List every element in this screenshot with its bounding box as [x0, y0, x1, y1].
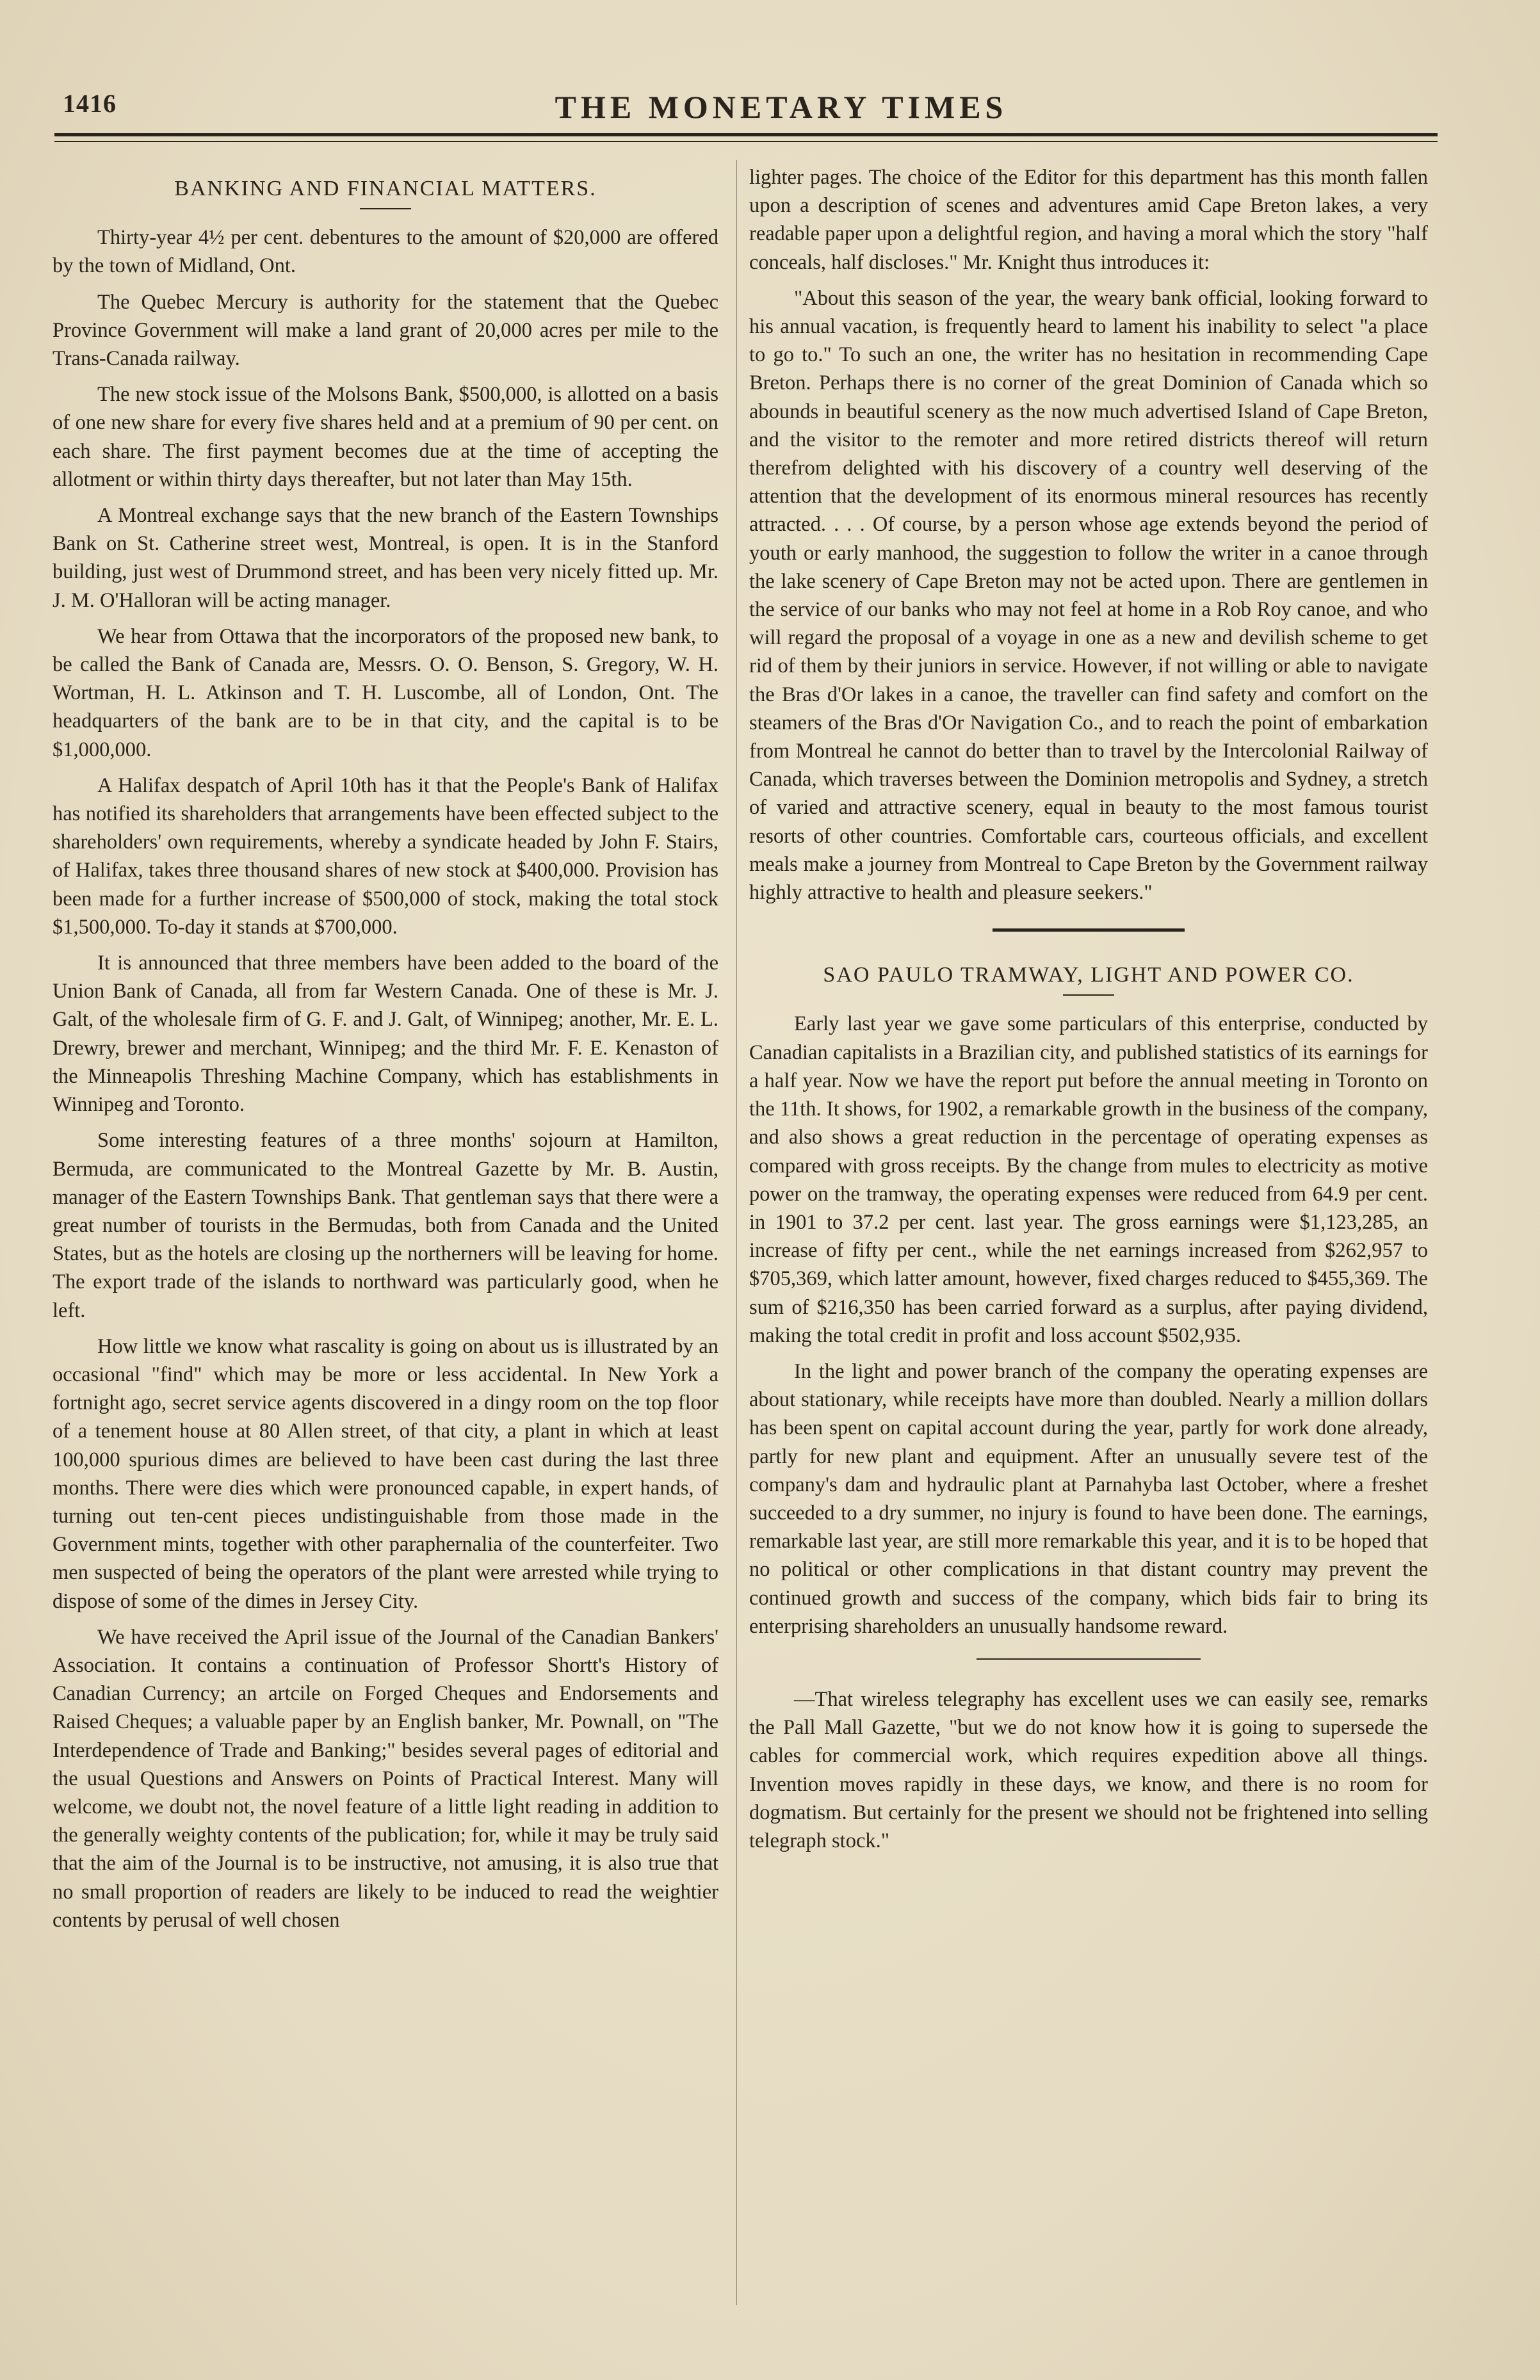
article-paragraph: Early last year we gave some particulars of this enterprise, conducted by Canadian capitalists in a Brazilian city, and published statistics of its earnings for a half year. Now we have the report put before the annual meeting in Toronto on the 11th. It shows, for 1902, a remarkable growth in the business of the company, and also shows a great reduction in the percentage of operating expenses as compared with gross receipts. By the change from mules to electricity as motive power on the tramway, the operating expenses were reduced from 64.9 per cent. in 1901 to 37.2 per cent. last year. The gross earnings were $1,123,285, an increase of fifty per cent., while the net earnings increased from $262,957 to $705,369, which latter amount, however, fixed charges reduced to $455,369. The sum of $216,350 has been carried forward as a surplus, after paying dividend, making the total credit in profit and loss account $502,935.: [749, 1012, 1428, 1347]
heading-rule: [360, 208, 411, 209]
heading-rule: [1063, 994, 1114, 996]
header-rule-thick: [54, 133, 1438, 136]
article-paragraph: A Montreal exchange says that the new branch of the Eastern Townships Bank on St. Catherine street west, Montreal, is open. It is in the Stanford building, just west of Drummond street, and has been very nicely fitted up. Mr. J. M. O'Halloran will be acting manager.: [53, 504, 718, 612]
section-heading-banking: BANKING AND FINANCIAL MATTERS.: [174, 177, 597, 200]
article-paragraph: A Halifax despatch of April 10th has it that the People's Bank of Halifax has notified its shareholders that arrangements have been effected subject to the shareholders' own requirements, whereby a syndicate headed by John F. Stairs, of Halifax, takes three thousand shares of new stock at $400,000. Provision has been made for a further increase of $500,000 of stock, making the total stock $1,500,000. To-day it stands at $700,000.: [53, 773, 718, 939]
article-paragraph: It is announced that three members have been added to the board of the Union Bank of Canada, all from far Western Canada. One of these is Mr. J. Galt, of the wholesale firm of G. F. and J. Galt, of Winnipeg; another, Mr. E. L. Drewry, brewer and merchant, Winnipeg; and the third Mr. F. E. Kenaston of the Minneapolis Threshing Machine Company, which has establishments in Winnipeg and Toronto.: [53, 951, 718, 1117]
article-paragraph: In the light and power branch of the company the operating expenses are about stationary, while receipts have more than doubled. Nearly a million dollars has been spent on capital account during the year, partly for work done already, partly for new plant and equipment. After an unusually severe test of the company's dam and hydraulic plant at Parnahyba last October, where a freshet succeeded to a dry summer, no injury is found to have been done. The earnings, remarkable last year, are still more remarkable this year, and it is to be hoped that no political or other complications in that distant country may prevent the continued growth and success of the company, which bids fair to bring its enterprising shareholders an unusually handsome reward.: [749, 1359, 1428, 1638]
article-paragraph: We have received the April issue of the Journal of the Canadian Bankers' Association. It contains a continuation of Professor Shortt's History of Canadian Currency; an artcile on Forged Cheques and Endorsements and Raised Cheques; a valuable paper by an English banker, Mr. Pownall, on "The Interdependence of Trade and Banking;" besides several pages of editorial and the usual Questions and Answers on Points of Practical Interest. Many will welcome, we doubt not, the novel feature of a little light reading in addition to the generally weighty contents of the publication; for, while it may be truly said that the aim of the Journal is to be instructive, not amusing, it is also true that no small proportion of readers are likely to be induced to read the weightier contents by perusal of well chosen: [53, 1625, 718, 1932]
article-paragraph: We hear from Ottawa that the incorporators of the proposed new bank, to be called the Bank of Canada are, Messrs. O. O. Benson, S. Gregory, W. H. Wortman, H. L. Atkinson and T. H. Luscombe, all of London, Ont. The headquarters of the bank are to be in that city, and the capital is to be $1,000,000.: [53, 624, 718, 761]
article-paragraph: Thirty-year 4½ per cent. debentures to the amount of $20,000 are offered by the town of Midland, Ont.: [53, 226, 718, 278]
article-paragraph: The new stock issue of the Molsons Bank, $500,000, is allotted on a basis of one new share for every five shares held and at a premium of 90 per cent. on each share. The first payment becomes due at the time of accepting the allotment or within thirty days thereafter, but not later than May 15th.: [53, 383, 718, 491]
article-paragraph: Some interesting features of a three months' sojourn at Hamilton, Bermuda, are communicated to the Montreal Gazette by Mr. B. Austin, manager of the Eastern Townships Bank. That gentleman says that there were a great number of tourists in the Bermudas, both from Canada and the United States, but as the hotels are closing up the northerners will be leaving for home. The export trade of the islands to northward was particularly good, when he left.: [53, 1129, 718, 1322]
quoted-passage: "About this season of the year, the weary bank official, looking forward to his annual vacation, is frequently heard to lament his inability to select "a place to go to." To such an one, the writer has no hesitation in recommending Cape Breton. Perhaps there is no corner of the great Dominion of Canada which so abounds in beautiful scenery as the now much advertised Island of Cape Breton, and the visitor to the remoter and more retired districts thereof will return therefrom delighted with his discovery of a country well deserving of the attention that the development of its enormous mineral resources has recently attracted. . . . Of course, by a person whose age extends beyond the period of youth or early manhood, the suggestion to follow the writer in a canoe through the lake scenery of Cape Breton may not be acted upon. There are gentlemen in the service of our banks who may not feel at home in a Rob Roy canoe, and who will regard the proposal of a voyage in one as a new and devilish scheme to get rid of them by their juniors in service. However, if not willing or able to navigate the Bras d'Or lakes in a canoe, the traveller can find safety and comfort on the steamers of the Bras d'Or Navigation Co., and to reach the point of embarkation from Montreal he cannot do better than to travel by the Intercolonial Railway of Canada, which traverses between the Dominion metropolis and Sydney, a stretch of varied and attractive scenery, equal in beauty to the most famous tourist resorts of other countries. Comfortable cars, courteous officials, and excellent meals make a journey from Montreal to Cape Breton by the Government railway highly attractive to health and pleasure seekers.": [749, 286, 1428, 905]
article-paragraph: How little we know what rascality is going on about us is illustrated by an occasional "find" which may be more or less accidental. In New York a fortnight ago, secret service agents discovered in a dingy room on the top floor of a tenement house at 80 Allen street, of that city, a plant in which at least 100,000 spurious dimes are believed to have been cast during the last three months. There were dies which were pronounced capable, in expert hands, of turning out ten-cent pieces undistinguishable from those made in the Government mints, together with other paraphernalia of the counterfeiter. Two men suspected of being the operators of the plant were arrested while trying to dispose of some of the dimes in Jersey City.: [53, 1334, 718, 1613]
column-divider: [736, 160, 737, 2305]
continuation-paragraph: lighter pages. The choice of the Editor for this department has this month fallen upon a description of scenes and adventures amid Cape Breton lakes, a very readable paper upon a delightful region, and having a moral which the story "half conceals, half discloses." Mr. Knight thus introduces it:: [749, 166, 1428, 274]
left-column: [53, 163, 718, 1942]
masthead-title: THE MONETARY TIMES: [555, 89, 1008, 125]
header-rule-thin: [54, 141, 1438, 142]
section-separator: [993, 928, 1185, 932]
section-heading-sao-paulo: SAO PAULO TRAMWAY, LIGHT AND POWER CO.: [823, 963, 1354, 987]
page-number: 1416: [63, 89, 117, 118]
article-paragraph: The Quebec Mercury is authority for the statement that the Quebec Province Government will make a land grant of 20,000 acres per mile to the Trans-Canada railway.: [53, 290, 718, 371]
section-separator: [977, 1658, 1201, 1660]
right-column: [749, 163, 1428, 1863]
closing-paragraph: —That wireless telegraphy has excellent uses we can easily see, remarks the Pall Mall Gazette, "but we do not know how it is going to supersede the cables for commercial work, which requires expedition above all things. Invention moves rapidly in these days, we know, and there is no room for dogmatism. But certainly for the present we should not be frightened into selling telegraph stock.": [749, 1687, 1428, 1852]
